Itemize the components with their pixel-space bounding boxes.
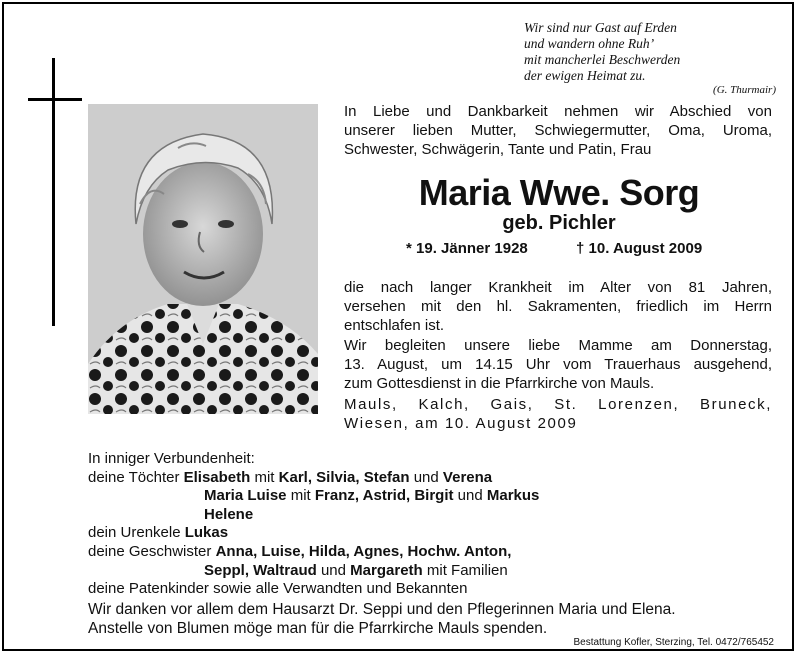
portrait-image (88, 104, 318, 414)
poem-line: und wandern ohne Ruh’ (524, 36, 655, 51)
siblings-prefix: deine Geschwister (88, 542, 212, 560)
family-row-daughter-2 (88, 487, 748, 506)
birth-date: * 19. Jänner 1928 (406, 240, 528, 257)
intro-line: In Liebe und Dankbarkeit nehmen wir Abschied von (344, 103, 772, 120)
family-row-great-grandchild (88, 524, 748, 543)
connector-text: und (320, 561, 346, 579)
funeral-line: zum Gottesdienst in die Pfarrkirche von Mauls. (344, 375, 655, 392)
obituary-card (2, 2, 794, 651)
places-line: Wiesen, am 10. August 2009 (344, 415, 578, 432)
thanks-text (88, 600, 768, 638)
daughter-name: Helene (204, 505, 254, 523)
details-line: versehen mit den hl. Sakramenten, friedlich im Herrn (344, 298, 772, 315)
funeral-text (344, 336, 772, 393)
partner-names: Franz, Astrid, Birgit (314, 487, 454, 505)
details-line: entschlafen ist. (344, 317, 445, 334)
poem-line: Wir sind nur Gast auf Erden (524, 20, 677, 35)
family-row-siblings-2 (88, 562, 748, 581)
intro-line: unserer lieben Mutter, Schwiegermutter, Oma, Uroma, (344, 122, 772, 139)
portrait-photo (88, 104, 318, 414)
connector-text: und (457, 487, 483, 505)
intro-text (344, 102, 772, 159)
great-grandchild-prefix: dein Urenkele (88, 524, 181, 542)
funeral-line: Wir begleiten unsere liebe Mamme am Donnerstag, (344, 337, 772, 354)
family-row-daughter-3 (88, 506, 748, 525)
poem-author: (G. Thurmair) (713, 84, 776, 96)
funeral-home-footer: Bestattung Kofler, Sterzing, Tel. 0472/765452 (573, 637, 774, 648)
cross-icon-horizontal (28, 98, 82, 101)
family-heading: In inniger Verbundenheit: (88, 450, 255, 467)
daughter-name: Maria Luise (204, 487, 287, 505)
intro-line: Schwester, Schwägerin, Tante und Patin, Frau (344, 141, 652, 158)
daughter-name: Elisabeth (183, 468, 251, 486)
birth-name: geb. Pichler (502, 212, 616, 234)
places-line: Mauls, Kalch, Gais, St. Lorenzen, Bruneck, (344, 396, 772, 413)
connector-text: mit (290, 487, 311, 505)
family-list (88, 450, 748, 599)
poem (524, 20, 776, 84)
details-text (344, 278, 772, 335)
connector-text: mit (254, 468, 275, 486)
sibling-names: Anna, Luise, Hilda, Agnes, Hochw. Anton, (215, 542, 512, 560)
funeral-line: 13. August, um 14.15 Uhr vom Trauerhaus ausgehend, (344, 356, 772, 373)
details-line: die nach langer Krankheit im Alter von 81 Jahren, (344, 279, 772, 296)
poem-line: mit mancherlei Beschwerden (524, 52, 681, 67)
family-row-daughters (88, 469, 748, 488)
poem-line: der ewigen Heimat zu. (524, 68, 646, 83)
connector-text: mit Familien (426, 561, 508, 579)
sibling-names: Seppl, Waltraud (204, 561, 317, 579)
partner-names: Verena (442, 468, 493, 486)
partner-names: Markus (486, 487, 540, 505)
death-date: † 10. August 2009 (576, 240, 703, 257)
great-grandchild-name: Lukas (184, 524, 229, 542)
daughters-prefix: deine Töchter (88, 468, 180, 486)
connector-text: und (413, 468, 439, 486)
deceased-name: Maria Wwe. Sorg (418, 172, 700, 213)
family-row-siblings (88, 543, 748, 562)
places-text (344, 395, 772, 433)
thanks-line: Wir danken vor allem dem Hausarzt Dr. Seppi und den Pflegerinnen Maria und Elena. (88, 601, 676, 618)
thanks-line: Anstelle von Blumen möge man für die Pfarrkirche Mauls spenden. (88, 620, 548, 637)
family-row-godchildren: deine Patenkinder sowie alle Verwandten und Bekannten (88, 580, 468, 598)
partner-names: Karl, Silvia, Stefan (278, 468, 410, 486)
sibling-names: Margareth (350, 561, 423, 579)
